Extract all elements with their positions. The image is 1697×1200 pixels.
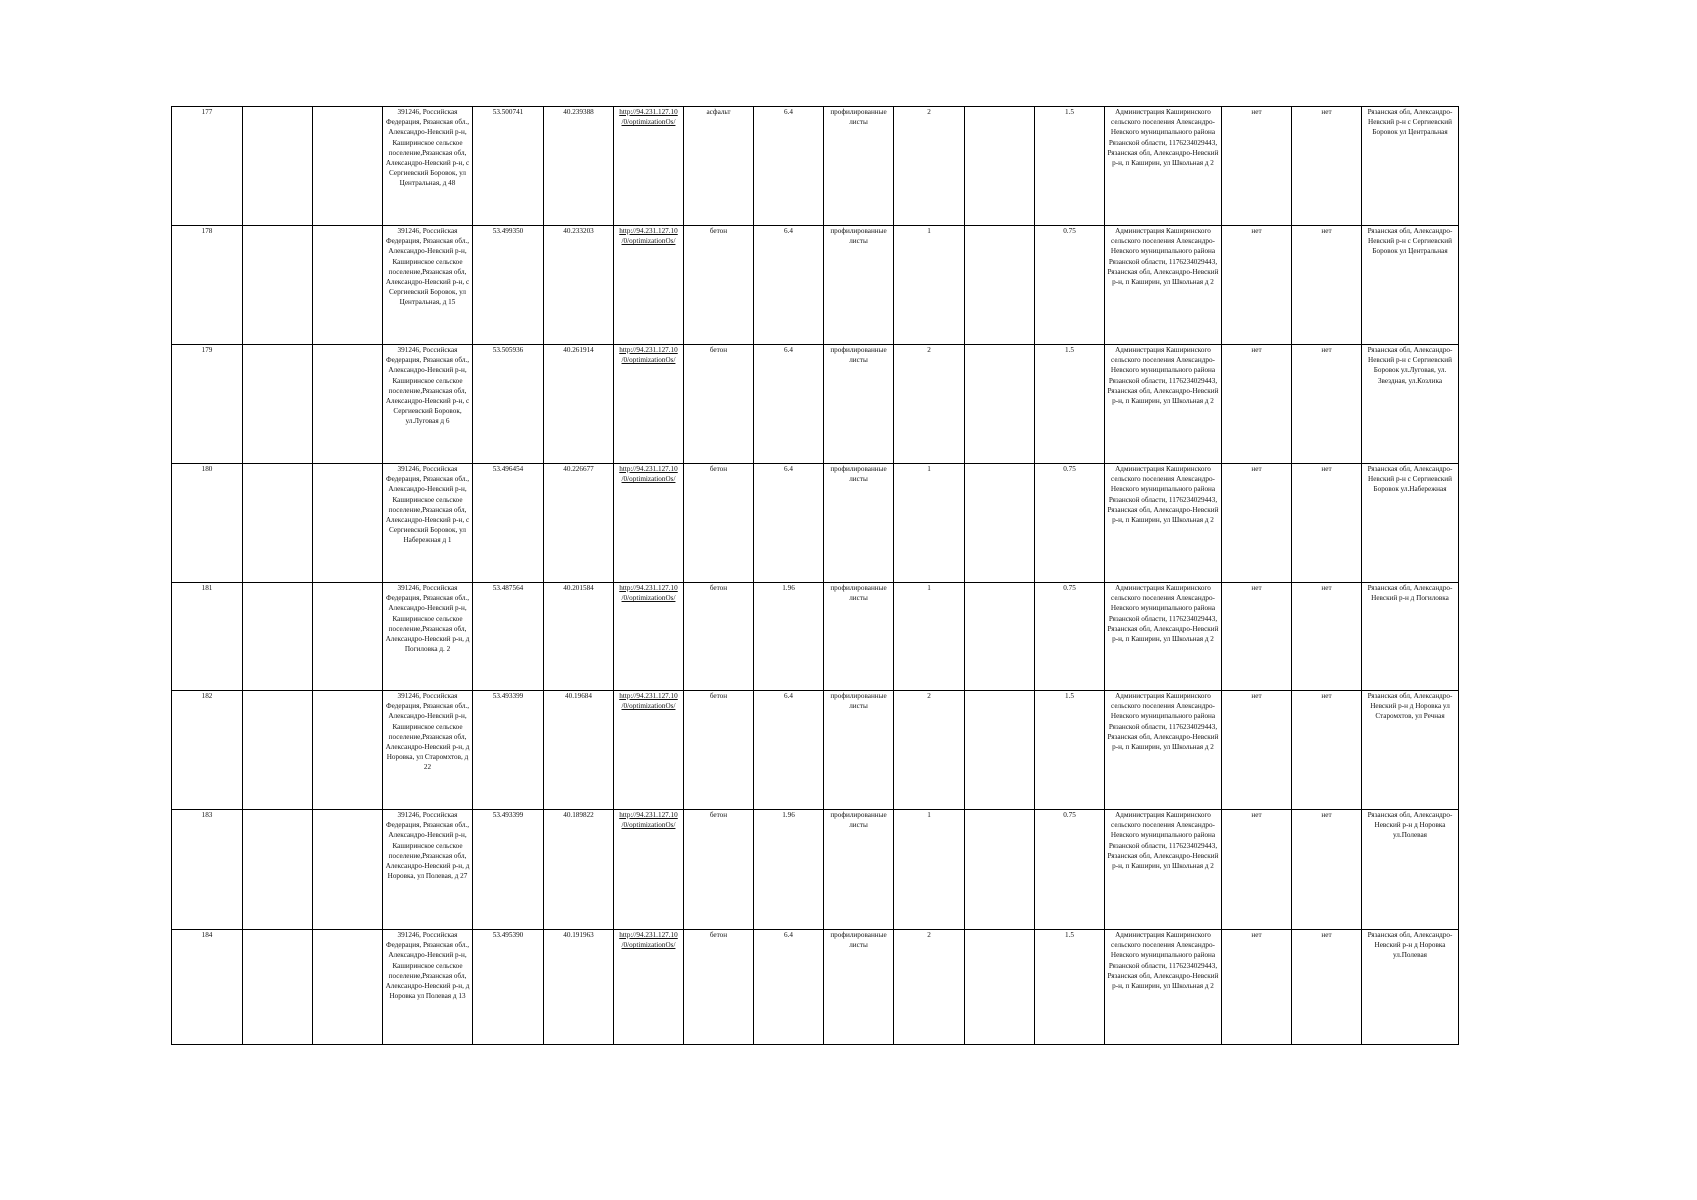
scheme-link-cell[interactable] — [614, 226, 684, 345]
surface-cell: бетон — [684, 691, 754, 810]
table-row — [172, 226, 1459, 345]
container-count-cell: 2 — [894, 345, 965, 464]
latitude-cell: 53.505936 — [473, 345, 544, 464]
address-cell: 391246, Российская Федерация, Рязанская обл., Александро-Невский р-н, Каширинское сельское поселение,Рязанская обл, Александро-Невский р-н, д Погиловка д. 2 — [383, 583, 473, 691]
longitude-cell: 40.233203 — [544, 226, 614, 345]
empty-cell — [243, 464, 313, 583]
empty-cell — [243, 930, 313, 1045]
owner-cell: Администрация Каширинского сельского поселения Александро-Невского муниципального района Рязанской области, 1176234029443, Рязанская обл, Александро-Невский р-н, п Каширин, ул Школьная д 2 — [1105, 810, 1222, 930]
container-count-cell: 1 — [894, 464, 965, 583]
empty-cell — [243, 691, 313, 810]
latitude-cell: 53.496454 — [473, 464, 544, 583]
fence-type-cell: профилированные листы — [824, 930, 894, 1045]
latitude-cell: 53.495390 — [473, 930, 544, 1045]
flag-cell-1: нет — [1222, 810, 1292, 930]
scheme-link-cell[interactable] — [614, 345, 684, 464]
address-cell: 391246, Российская Федерация, Рязанская обл., Александро-Невский р-н, Каширинское сельское поселение,Рязанская обл, Александро-Невский р-н, с Сергиевский Боровок, ул.Луговая д 6 — [383, 345, 473, 464]
latitude-cell: 53.493399 — [473, 691, 544, 810]
table-row — [172, 107, 1459, 226]
waste-source-cell: Рязанская обл, Александро-Невский р-н с Сергиевский Боровок ул.Луговая, ул. Звездная, ул.Козлика — [1362, 345, 1459, 464]
empty-cell — [313, 930, 383, 1045]
owner-cell: Администрация Каширинского сельского поселения Александро-Невского муниципального района Рязанской области, 1176234029443, Рязанская обл, Александро-Невский р-н, п Каширин, ул Школьная д 2 — [1105, 345, 1222, 464]
flag-cell-1: нет — [1222, 583, 1292, 691]
flag-cell-2: нет — [1292, 464, 1362, 583]
extra-cell — [965, 930, 1035, 1045]
empty-cell — [313, 345, 383, 464]
scheme-link-cell[interactable] — [614, 691, 684, 810]
table-row — [172, 345, 1459, 464]
flag-cell-1: нет — [1222, 691, 1292, 810]
flag-cell-1: нет — [1222, 464, 1292, 583]
flag-cell-1: нет — [1222, 930, 1292, 1045]
address-cell: 391246, Российская Федерация, Рязанская обл., Александро-Невский р-н, Каширинское сельское поселение,Рязанская обл, Александро-Невский р-н, д Норовка ул Полевая д 13 — [383, 930, 473, 1045]
table-row — [172, 930, 1459, 1045]
address-cell: 391246, Российская Федерация, Рязанская обл., Александро-Невский р-н, Каширинское сельское поселение,Рязанская обл, Александро-Невский р-н, д Норовка, ул Старомхтов, д 22 — [383, 691, 473, 810]
waste-source-cell: Рязанская обл, Александро-Невский р-н д Норовка ул.Полевая — [1362, 810, 1459, 930]
waste-source-cell: Рязанская обл, Александро-Невский р-н с Сергиевский Боровок ул Центральная — [1362, 107, 1459, 226]
area-cell: 1.96 — [754, 810, 824, 930]
fence-type-cell: профилированные листы — [824, 810, 894, 930]
owner-cell: Администрация Каширинского сельского поселения Александро-Невского муниципального района Рязанской области, 1176234029443, Рязанская обл, Александро-Невский р-н, п Каширин, ул Школьная д 2 — [1105, 226, 1222, 345]
scheme-link-cell[interactable] — [614, 464, 684, 583]
scheme-link[interactable]: http://94.231.127.10 /0/optimizationOs/ — [619, 811, 678, 830]
row-number-cell: 183 — [172, 810, 243, 930]
owner-cell: Администрация Каширинского сельского поселения Александро-Невского муниципального района Рязанской области, 1176234029443, Рязанская обл, Александро-Невский р-н, п Каширин, ул Школьная д 2 — [1105, 583, 1222, 691]
address-cell: 391246, Российская Федерация, Рязанская обл., Александро-Невский р-н, Каширинское сельское поселение,Рязанская обл, Александро-Невский р-н, с Сергиевский Боровок, ул Набережная д 1 — [383, 464, 473, 583]
surface-cell: бетон — [684, 345, 754, 464]
address-cell: 391246, Российская Федерация, Рязанская обл., Александро-Невский р-н, Каширинское сельское поселение,Рязанская обл, Александро-Невский р-н, с Сергиевский Боровок, ул Центральная, д 15 — [383, 226, 473, 345]
row-number-cell: 180 — [172, 464, 243, 583]
table-row — [172, 691, 1459, 810]
flag-cell-1: нет — [1222, 345, 1292, 464]
row-number-cell: 181 — [172, 583, 243, 691]
container-count-cell: 2 — [894, 691, 965, 810]
container-count-cell: 1 — [894, 810, 965, 930]
fence-type-cell: профилированные листы — [824, 583, 894, 691]
volume-cell: 1.5 — [1035, 930, 1105, 1045]
waste-source-cell: Рязанская обл, Александро-Невский р-н д Норовка ул Старомхтов, ул Речная — [1362, 691, 1459, 810]
extra-cell — [965, 464, 1035, 583]
flag-cell-2: нет — [1292, 583, 1362, 691]
area-cell: 1.96 — [754, 583, 824, 691]
volume-cell: 1.5 — [1035, 345, 1105, 464]
scheme-link-cell[interactable] — [614, 583, 684, 691]
flag-cell-2: нет — [1292, 930, 1362, 1045]
longitude-cell: 40.201584 — [544, 583, 614, 691]
latitude-cell: 53.499350 — [473, 226, 544, 345]
fence-type-cell: профилированные листы — [824, 107, 894, 226]
waste-source-cell: Рязанская обл, Александро-Невский р-н с Сергиевский Боровок ул.Набережная — [1362, 464, 1459, 583]
surface-cell: асфальт — [684, 107, 754, 226]
latitude-cell: 53.493399 — [473, 810, 544, 930]
area-cell: 6.4 — [754, 226, 824, 345]
waste-source-cell: Рязанская обл, Александро-Невский р-н д Погиловка — [1362, 583, 1459, 691]
scheme-link[interactable]: http://94.231.127.10 /0/optimizationOs/ — [619, 227, 678, 246]
volume-cell: 0.75 — [1035, 226, 1105, 345]
flag-cell-2: нет — [1292, 810, 1362, 930]
scheme-link-cell[interactable] — [614, 930, 684, 1045]
extra-cell — [965, 345, 1035, 464]
surface-cell: бетон — [684, 930, 754, 1045]
scheme-link[interactable]: http://94.231.127.10 /0/optimizationOs/ — [619, 931, 678, 950]
surface-cell: бетон — [684, 464, 754, 583]
empty-cell — [243, 810, 313, 930]
fence-type-cell: профилированные листы — [824, 691, 894, 810]
extra-cell — [965, 691, 1035, 810]
scheme-link[interactable]: http://94.231.127.10 /0/optimizationOs/ — [619, 584, 678, 603]
container-count-cell: 2 — [894, 930, 965, 1045]
empty-cell — [243, 107, 313, 226]
empty-cell — [243, 583, 313, 691]
volume-cell: 1.5 — [1035, 107, 1105, 226]
owner-cell: Администрация Каширинского сельского поселения Александро-Невского муниципального района Рязанской области, 1176234029443, Рязанская обл, Александро-Невский р-н, п Каширин, ул Школьная д 2 — [1105, 464, 1222, 583]
fence-type-cell: профилированные листы — [824, 464, 894, 583]
flag-cell-1: нет — [1222, 226, 1292, 345]
latitude-cell: 53.500741 — [473, 107, 544, 226]
empty-cell — [313, 583, 383, 691]
fence-type-cell: профилированные листы — [824, 345, 894, 464]
volume-cell: 0.75 — [1035, 464, 1105, 583]
area-cell: 6.4 — [754, 930, 824, 1045]
row-number-cell: 179 — [172, 345, 243, 464]
empty-cell — [313, 226, 383, 345]
table-row — [172, 464, 1459, 583]
flag-cell-2: нет — [1292, 226, 1362, 345]
container-count-cell: 2 — [894, 107, 965, 226]
address-cell: 391246, Российская Федерация, Рязанская обл., Александро-Невский р-н, Каширинское сельское поселение,Рязанская обл, Александро-Невский р-н, с Сергиевский Боровок, ул Центральная, д 48 — [383, 107, 473, 226]
area-cell: 6.4 — [754, 691, 824, 810]
container-count-cell: 1 — [894, 583, 965, 691]
flag-cell-2: нет — [1292, 345, 1362, 464]
container-count-cell: 1 — [894, 226, 965, 345]
volume-cell: 0.75 — [1035, 583, 1105, 691]
empty-cell — [313, 810, 383, 930]
row-number-cell: 184 — [172, 930, 243, 1045]
surface-cell: бетон — [684, 226, 754, 345]
waste-source-cell: Рязанская обл, Александро-Невский р-н с Сергиевский Боровок ул Центральная — [1362, 226, 1459, 345]
scheme-link-cell[interactable] — [614, 107, 684, 226]
longitude-cell: 40.191963 — [544, 930, 614, 1045]
address-cell: 391246, Российская Федерация, Рязанская обл., Александро-Невский р-н, Каширинское сельское поселение,Рязанская обл, Александро-Невский р-н, д Норовка, ул Полевая, д 27 — [383, 810, 473, 930]
scheme-link[interactable]: http://94.231.127.10 /0/optimizationOs/ — [619, 465, 678, 484]
flag-cell-2: нет — [1292, 691, 1362, 810]
fence-type-cell: профилированные листы — [824, 226, 894, 345]
scheme-link-cell[interactable] — [614, 810, 684, 930]
longitude-cell: 40.239388 — [544, 107, 614, 226]
owner-cell: Администрация Каширинского сельского поселения Александро-Невского муниципального района Рязанской области, 1176234029443, Рязанская обл, Александро-Невский р-н, п Каширин, ул Школьная д 2 — [1105, 107, 1222, 226]
register-table — [171, 106, 1459, 1045]
volume-cell: 1.5 — [1035, 691, 1105, 810]
empty-cell — [313, 107, 383, 226]
empty-cell — [313, 464, 383, 583]
row-number-cell: 177 — [172, 107, 243, 226]
owner-cell: Администрация Каширинского сельского поселения Александро-Невского муниципального района Рязанской области, 1176234029443, Рязанская обл, Александро-Невский р-н, п Каширин, ул Школьная д 2 — [1105, 691, 1222, 810]
area-cell: 6.4 — [754, 345, 824, 464]
owner-cell: Администрация Каширинского сельского поселения Александро-Невского муниципального района Рязанской области, 1176234029443, Рязанская обл, Александро-Невский р-н, п Каширин, ул Школьная д 2 — [1105, 930, 1222, 1045]
area-cell: 6.4 — [754, 107, 824, 226]
longitude-cell: 40.226677 — [544, 464, 614, 583]
longitude-cell: 40.189822 — [544, 810, 614, 930]
row-number-cell: 178 — [172, 226, 243, 345]
scheme-link[interactable]: http://94.231.127.10 /0/optimizationOs/ — [619, 108, 678, 127]
area-cell: 6.4 — [754, 464, 824, 583]
waste-source-cell: Рязанская обл, Александро-Невский р-н д Норовка ул.Полевая — [1362, 930, 1459, 1045]
table-row — [172, 583, 1459, 691]
extra-cell — [965, 226, 1035, 345]
extra-cell — [965, 107, 1035, 226]
extra-cell — [965, 810, 1035, 930]
longitude-cell: 40.19684 — [544, 691, 614, 810]
empty-cell — [313, 691, 383, 810]
empty-cell — [243, 226, 313, 345]
flag-cell-1: нет — [1222, 107, 1292, 226]
scheme-link[interactable]: http://94.231.127.10 /0/optimizationOs/ — [619, 692, 678, 711]
scheme-link[interactable]: http://94.231.127.10 /0/optimizationOs/ — [619, 346, 678, 365]
longitude-cell: 40.261914 — [544, 345, 614, 464]
table-row — [172, 810, 1459, 930]
row-number-cell: 182 — [172, 691, 243, 810]
empty-cell — [243, 345, 313, 464]
surface-cell: бетон — [684, 810, 754, 930]
extra-cell — [965, 583, 1035, 691]
volume-cell: 0.75 — [1035, 810, 1105, 930]
latitude-cell: 53.487564 — [473, 583, 544, 691]
surface-cell: бетон — [684, 583, 754, 691]
flag-cell-2: нет — [1292, 107, 1362, 226]
